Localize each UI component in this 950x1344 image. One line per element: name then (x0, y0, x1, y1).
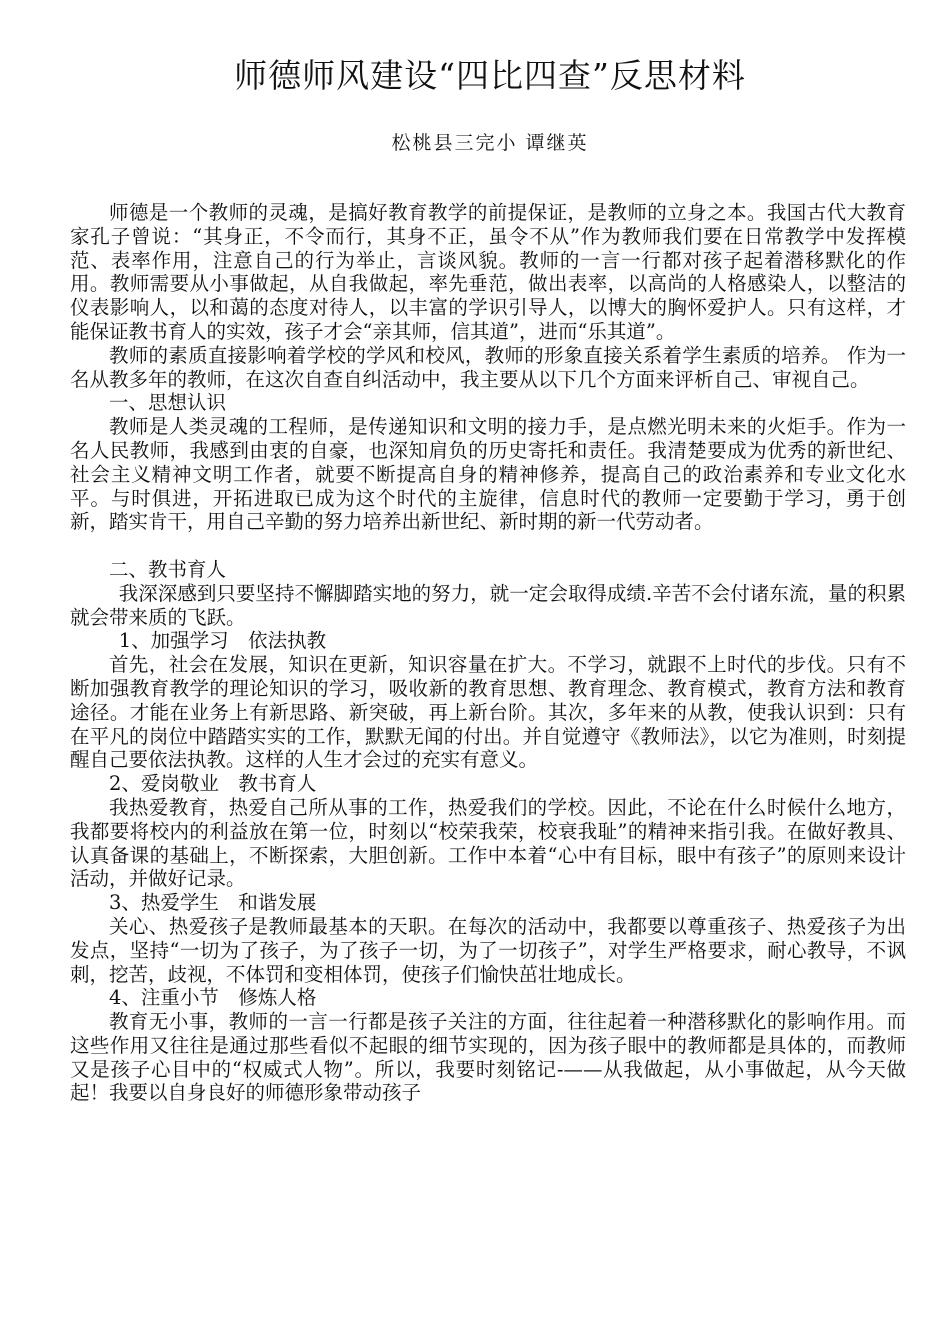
subheading-love-students: 3、热爱学生 和谐发展 (109, 891, 317, 915)
section-heading-thought: 一、思想认识 (109, 391, 227, 415)
paragraph-details: 教育无小事，教师的一言一行都是孩子关注的方面，往往起着一种潜移默化的影响作用。而这些作用又往往是通过那些看似不起眼的细节实现的，因为孩子眼中的教师都是具体的，而教师又是孩子心目中的“权威式人物”。所以，我要时刻铭记-——从我做起，从小事做起，从今天做起！我要以自身良好的师德形象带动孩子 (70, 1010, 906, 1105)
paragraph-dedication: 我热爱教育，热爱自己所从事的工作，热爱我们的学校。因此，不论在什么时候什么地方，我都要将校内的利益放在第一位，时刻以“校荣我荣，校衰我耻”的精神来指引我。在做好教具、认真备课的基础上，不断探索，大胆创新。工作中本着“心中有目标，眼中有孩子”的原则来设计活动，并做好记录。 (70, 795, 906, 891)
document-body (70, 201, 906, 1105)
subheading-study: 1、加强学习 依法执教 (118, 629, 327, 653)
paragraph-study: 首先，社会在发展，知识在更新，知识容量在扩大。不学习，就跟不上时代的步伐。只有不断加强教育教学的理论知识的学习，吸收新的教育思想、教育理念、教育模式，教育方法和教育途径。才能在业务上有新思路、新突破，再上新台阶。其次，多年来的从教，使我认识到：只有在平凡的岗位中踏踏实实的工作，默默无闻的付出。并自觉遵守《教师法》，以它为准则，时刻提醒自己要依法执教。这样的人生才会过的充实有意义。 (70, 653, 906, 772)
section-heading-teaching: 二、教书育人 (109, 557, 227, 581)
subheading-details: 4、注重小节 修炼人格 (109, 986, 317, 1010)
paragraph-teaching-intro: 我深深感到只要坚持不懈脚踏实地的努力，就一定会取得成绩.辛苦不会付诸东流，量的积累就会带来质的飞跃。 (70, 581, 906, 629)
document-page (70, 0, 910, 1344)
document-title: 师德师风建设“四比四查”反思材料 (234, 56, 746, 95)
paragraph-thought: 教师是人类灵魂的工程师，是传递知识和文明的接力手，是点燃光明未来的火炬手。作为一名人民教师，我感到由衷的自豪，也深知肩负的历史寄托和责任。我清楚要成为优秀的新世纪、社会主义精神文明工作者，就要不断提高自身的精神修养，提高自己的政治素养和专业文化水平。与时俱进，开拓进取已成为这个时代的主旋律，信息时代的教师一定要勤于学习，勇于创新，踏实肯干，用自己辛勤的努力培养出新世纪、新时期的新一代劳动者。 (70, 415, 906, 534)
paragraph-quality: 教师的素质直接影响着学校的学风和校风，教师的形象直接关系着学生素质的培养。 作为一名从教多年的教师，在这次自查自纠活动中，我主要从以下几个方面来评析自己、审视自己。 (70, 343, 906, 391)
subheading-dedication: 2、爱岗敬业 教书育人 (109, 772, 317, 796)
paragraph-intro: 师德是一个教师的灵魂，是搞好教育教学的前提保证，是教师的立身之本。我国古代大教育家孔子曾说：“其身正，不令而行，其身不正，虽令不从”作为教师我们要在日常教学中发挥模范、表率作用，注意自己的行为举止，言谈风貌。教师的一言一行都对孩子起着潜移默化的作用。教师需要从小事做起，从自我做起，率先垂范，做出表率，以高尚的人格感染人，以整洁的仪表影响人，以和蔼的态度对待人，以丰富的学识引导人，以博大的胸怀爱护人。只有这样，才能保证教书育人的实效，孩子才会“亲其师，信其道”，进而“乐其道”。 (70, 201, 906, 343)
paragraph-spacer (70, 534, 906, 558)
paragraph-love-students: 关心、热爱孩子是教师最基本的天职。在每次的活动中，我都要以尊重孩子、热爱孩子为出发点，坚持“一切为了孩子，为了孩子一切，为了一切孩子”，对学生严格要求，耐心教导，不讽刺，挖苦，歧视，不体罚和变相体罚，使孩子们愉快茁壮地成长。 (70, 914, 906, 986)
document-author: 松桃县三完小 谭继英 (391, 132, 589, 154)
